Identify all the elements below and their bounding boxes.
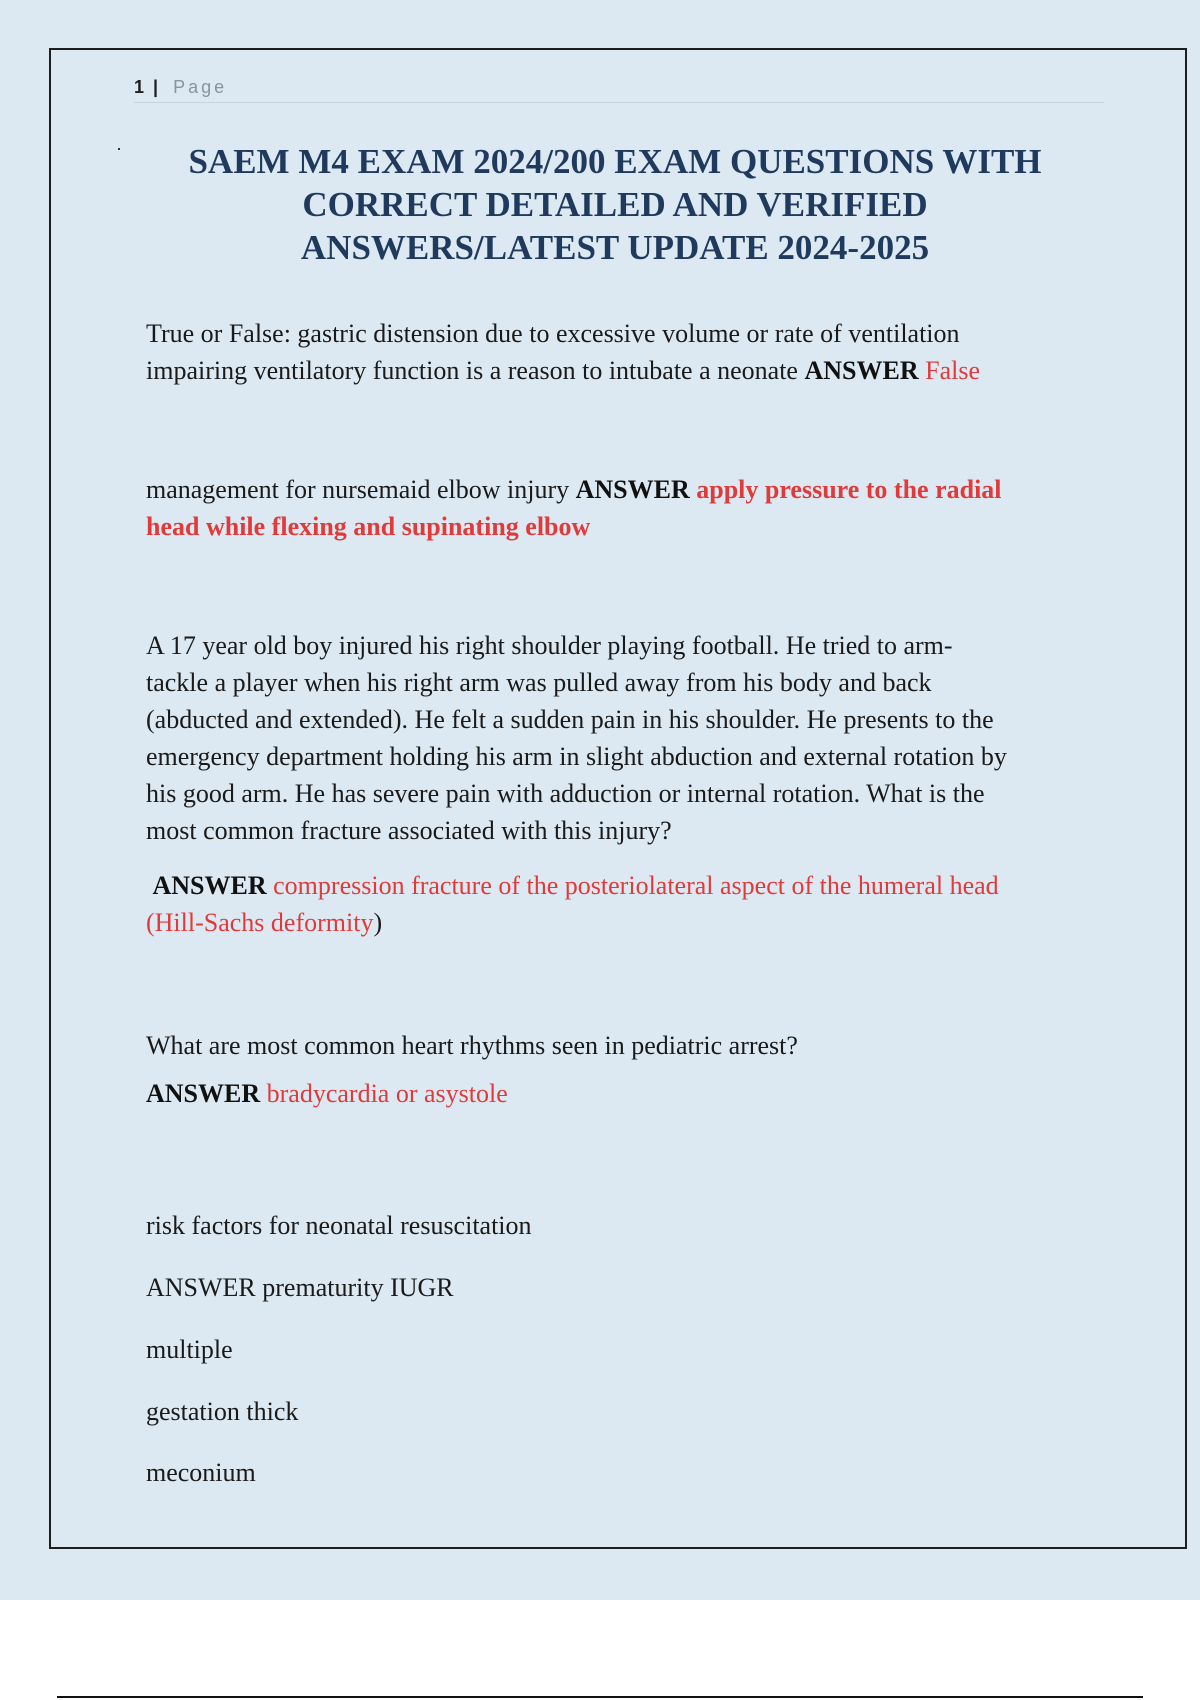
answer-2-keyword: ANSWER	[575, 475, 690, 504]
answer-5-line-4	[146, 1454, 1106, 1491]
answer-5-line-3-text: gestation thick	[146, 1397, 299, 1426]
question-2-text: management for nursemaid elbow injury	[146, 475, 576, 504]
answer-2-line-2: head while flexing and supinating elbow	[146, 512, 591, 541]
answer-3-keyword: ANSWER	[152, 871, 267, 900]
stray-dot	[118, 148, 120, 150]
answer-5-line-2-text: multiple	[146, 1335, 233, 1364]
title-line-1: SAEM M4 EXAM 2024/200 EXAM QUESTIONS WITH	[188, 142, 1042, 181]
answer-5-line-4-text: meconium	[146, 1458, 256, 1487]
question-4-text: What are most common heart rhythms seen in pediatric arrest?	[146, 1031, 798, 1060]
answer-4-text: bradycardia or asystole	[266, 1079, 508, 1108]
answer-5-line-3	[146, 1393, 1106, 1430]
question-5-text: risk factors for neonatal resuscitation	[146, 1211, 532, 1240]
title-line-3: ANSWERS/LATEST UPDATE 2024-2025	[300, 228, 930, 267]
bottom-rule	[57, 1696, 1143, 1698]
answer-3-line-2: (Hill-Sachs deformity	[146, 908, 374, 937]
answer-5-line-2	[146, 1331, 1106, 1368]
title-line-2: CORRECT DETAILED AND VERIFIED	[302, 185, 928, 224]
question-1	[146, 315, 1106, 389]
question-5	[146, 1207, 1106, 1244]
question-3-line-3: (abducted and extended). He felt a sudden pain in his shoulder. He presents to the	[146, 705, 994, 734]
question-4	[146, 1027, 1106, 1064]
question-3	[146, 627, 1106, 849]
page-separator: |	[153, 77, 160, 97]
question-3-line-1: A 17 year old boy injured his right shoulder playing football. He tried to arm-	[146, 631, 953, 660]
question-2	[146, 471, 1106, 545]
answer-4	[146, 1075, 1106, 1112]
question-1-line-1: True or False: gastric distension due to excessive volume or rate of ventilation	[146, 319, 960, 348]
answer-4-keyword: ANSWER	[146, 1079, 261, 1108]
answer-5-line-1	[146, 1269, 1106, 1306]
question-3-line-4: emergency department holding his arm in slight abduction and external rotation by	[146, 742, 1007, 771]
question-3-line-5: his good arm. He has severe pain with adduction or internal rotation. What is the	[146, 779, 985, 808]
page-label: Page	[173, 77, 228, 97]
question-3-line-6: most common fracture associated with this injury?	[146, 816, 672, 845]
answer-3	[146, 867, 1106, 941]
answer-1: False	[925, 356, 980, 385]
document-title	[130, 140, 1100, 269]
answer-3-line-1: compression fracture of the posteriolateral aspect of the humeral head	[273, 871, 999, 900]
question-3-line-2: tackle a player when his right arm was pulled away from his body and back	[146, 668, 932, 697]
answer-5-line-1-text: ANSWER prematurity IUGR	[146, 1273, 454, 1302]
page-header	[134, 74, 1104, 103]
answer-2-line-1: apply pressure to the radial	[696, 475, 1002, 504]
question-1-line-2: impairing ventilatory function is a reason to intubate a neonate	[146, 356, 805, 385]
answer-1-keyword: ANSWER	[804, 356, 919, 385]
answer-3-close: )	[373, 908, 383, 937]
page-number: 1	[134, 77, 146, 97]
